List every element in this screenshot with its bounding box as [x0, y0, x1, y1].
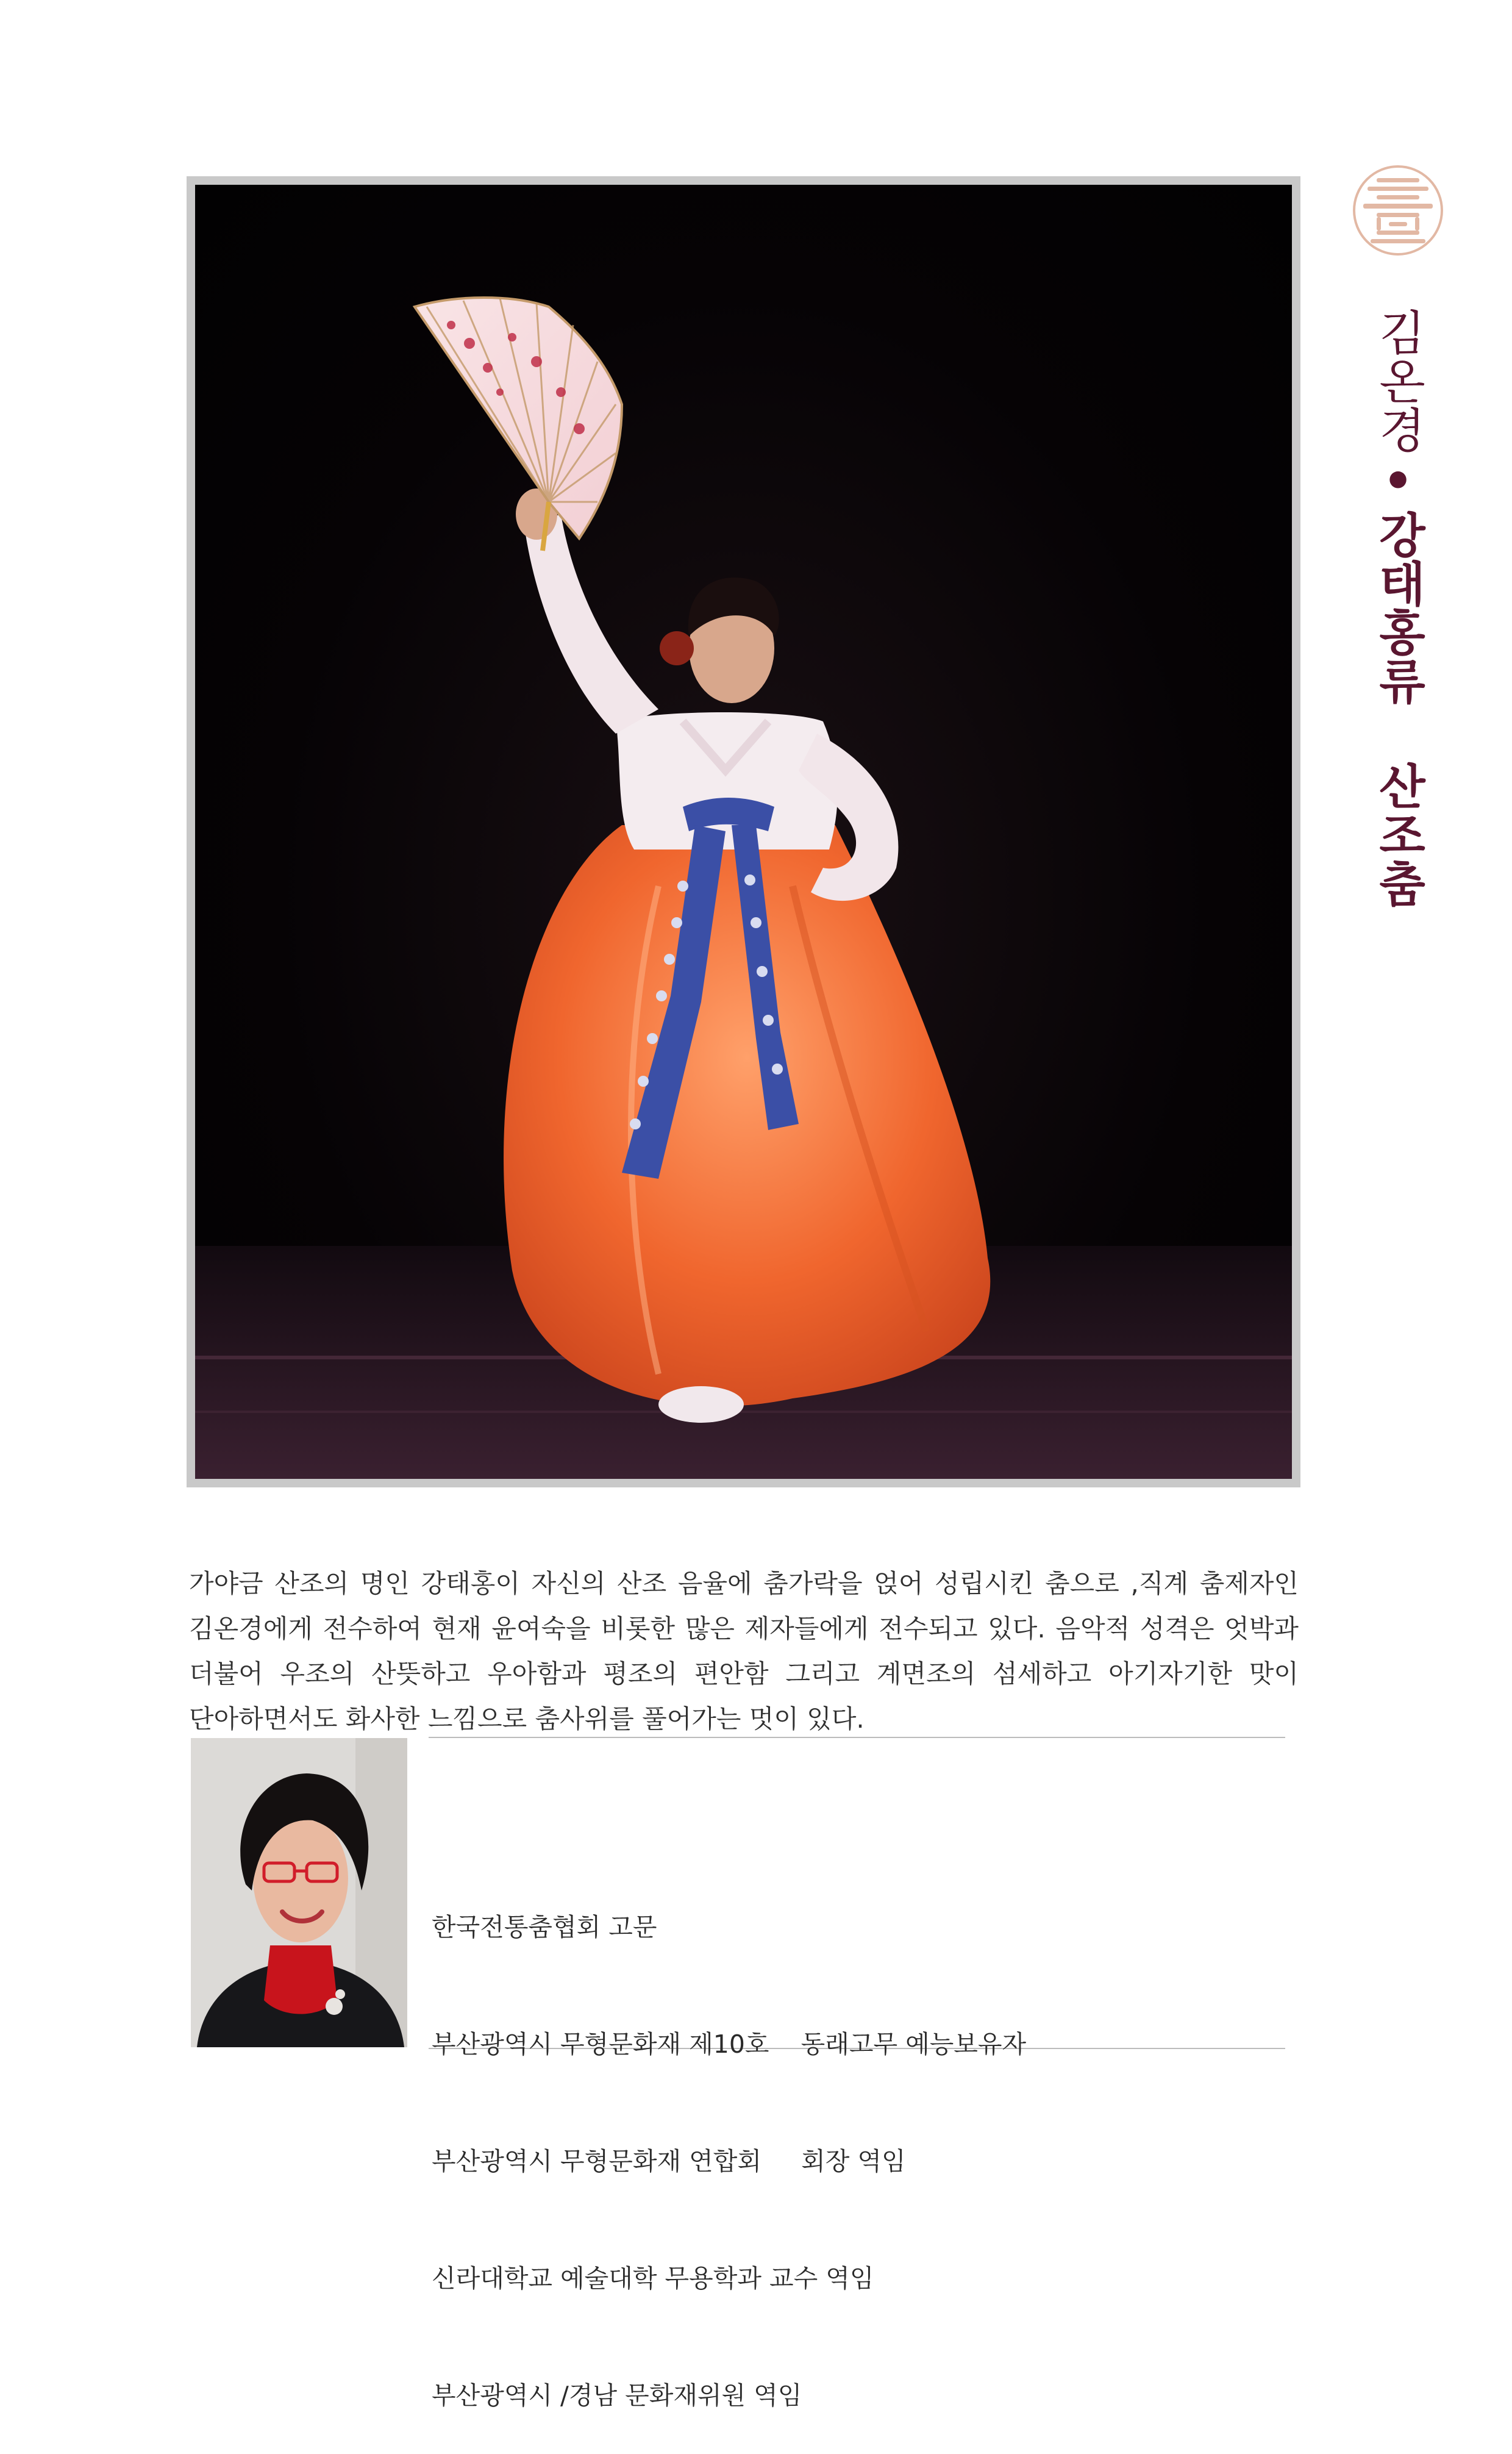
profile-line: 부산광역시 /경남 문화재위원 역임 — [432, 2381, 802, 2410]
dancer-photo — [195, 185, 1292, 1479]
portrait-illustration — [191, 1738, 407, 2047]
dance-description: 가야금 산조의 명인 강태홍이 자신의 산조 음율에 춤가락을 얹어 성립시킨 춤으로 ,직계 춤제자인 김온경에게 전수하여 현재 윤여숙을 비롯한 많은 제자들에게 전수되고 있다. 음악적 성격은 엇박과 더불어 우조의 산뜻하고 우아함과 평조의 편안함 그리고 계면조의 섬세하고 아기자기한 맛이 단아하면서도 화사한 느낌으로 춤사위를 풀어가는 멋이 있다. — [189, 1569, 1299, 1734]
profile-line: 부산광역시 무형문화재 연합회 회장 역임 — [432, 2147, 906, 2176]
page-title — [1352, 308, 1444, 908]
main-photo-frame — [187, 176, 1300, 1487]
title-separator: • — [1371, 454, 1425, 510]
dance-title: 강태홍류 산조춤 — [1371, 510, 1425, 908]
dancer-name: 김온경 — [1371, 308, 1425, 454]
profile-credentials — [432, 1830, 1285, 2454]
profile-line: 한국전통춤협회 고문 — [432, 1912, 657, 1942]
longevity-symbol-icon — [1352, 165, 1444, 256]
profile-line: 부산광역시 무형문화재 제10호 동래고무 예능보유자 — [432, 2030, 1027, 2059]
profile-photo — [191, 1738, 407, 2047]
profile-line: 신라대학교 예술대학 무용학과 교수 역임 — [432, 2264, 874, 2293]
profile-top-rule — [429, 1737, 1285, 1738]
dancer-illustration — [195, 185, 1292, 1479]
